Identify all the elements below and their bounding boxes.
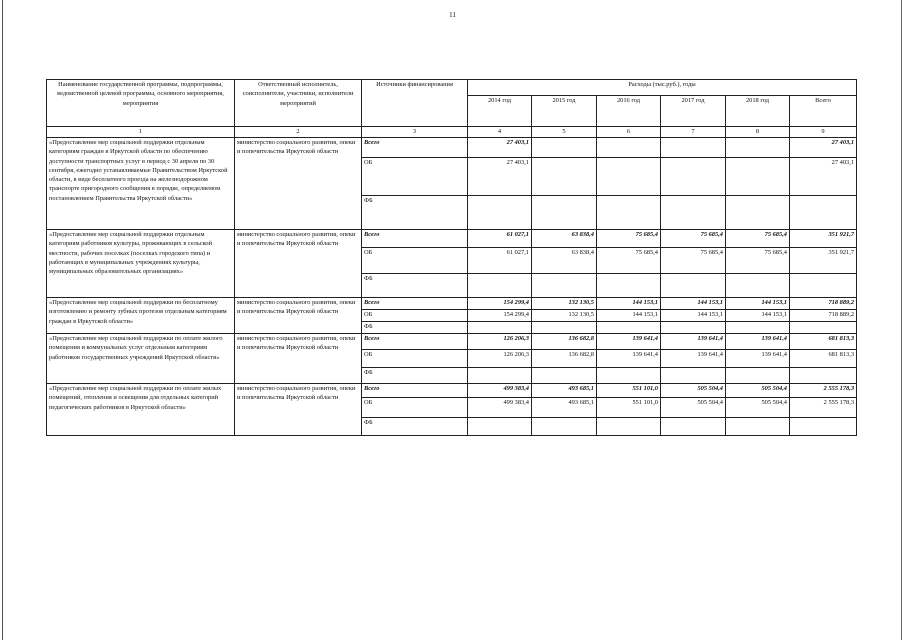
column-number: 5 xyxy=(532,127,597,138)
expense-value xyxy=(726,368,790,384)
expense-value: 75 685,4 xyxy=(726,248,790,274)
expense-value: 132 130,5 xyxy=(532,298,597,310)
expense-value xyxy=(726,138,790,158)
expense-value: 27 403,1 xyxy=(790,138,857,158)
expense-value xyxy=(532,138,597,158)
funding-source: Всего xyxy=(362,230,468,248)
funding-source: ОБ xyxy=(362,248,468,274)
program-executor: министерство социального развития, опеки и попечительства Иркутской области xyxy=(235,138,362,230)
header-sources: Источники финансирования xyxy=(362,80,468,127)
expense-value: 551 101,0 xyxy=(597,398,661,418)
expense-value: 499 383,4 xyxy=(468,398,532,418)
expense-value xyxy=(468,418,532,436)
header-year-2015: 2015 год xyxy=(532,96,597,127)
expense-value xyxy=(790,368,857,384)
funding-source: ОБ xyxy=(362,350,468,368)
scan-edge-right xyxy=(901,0,902,640)
expense-value: 75 685,4 xyxy=(597,248,661,274)
expense-value: 505 504,4 xyxy=(726,398,790,418)
expense-value: 144 153,1 xyxy=(597,298,661,310)
column-number: 1 xyxy=(47,127,235,138)
expense-value: 27 403,1 xyxy=(468,138,532,158)
program-name: «Предоставление мер социальной поддержки отдельным категориям работников культуры, проживающих в сельской местности, рабочих поселках (поселках городского типа) и работающих в муниципальных учреждениях культуры, муниципальных образовательных организациях» xyxy=(47,230,235,298)
expense-value: 75 685,4 xyxy=(726,230,790,248)
expense-value: 144 153,1 xyxy=(661,298,726,310)
expense-value xyxy=(468,274,532,298)
expense-value: 126 206,3 xyxy=(468,350,532,368)
program-name: «Предоставление мер социальной поддержки по бесплатному изготовлению и ремонту зубных протезов отдельным категориям граждан в Иркутской области» xyxy=(47,298,235,334)
expense-value xyxy=(597,418,661,436)
expense-value xyxy=(532,196,597,230)
expense-value: 139 641,4 xyxy=(726,350,790,368)
expense-value xyxy=(726,418,790,436)
expense-value: 144 153,1 xyxy=(661,310,726,322)
expense-value: 681 813,3 xyxy=(790,350,857,368)
funding-source: ФБ xyxy=(362,274,468,298)
expense-value: 136 682,8 xyxy=(532,350,597,368)
expense-value: 144 153,1 xyxy=(726,310,790,322)
header-expenses: Расходы (тыс.руб.), годы xyxy=(468,80,857,96)
expense-value: 144 153,1 xyxy=(597,310,661,322)
expense-value: 718 889,2 xyxy=(790,298,857,310)
column-number: 2 xyxy=(235,127,362,138)
expense-value: 154 299,4 xyxy=(468,310,532,322)
funding-source: ОБ xyxy=(362,310,468,322)
expense-value xyxy=(790,196,857,230)
expense-value: 139 641,4 xyxy=(661,350,726,368)
expense-value xyxy=(597,368,661,384)
expense-value xyxy=(661,138,726,158)
program-executor: министерство социального развития, опеки и попечительства Иркутской области xyxy=(235,230,362,298)
expense-value: 505 504,4 xyxy=(661,384,726,398)
expense-value xyxy=(532,158,597,196)
expense-value xyxy=(790,418,857,436)
expense-value xyxy=(532,368,597,384)
expense-value xyxy=(597,158,661,196)
funding-source: Всего xyxy=(362,334,468,350)
expense-value: 27 403,1 xyxy=(468,158,532,196)
expense-value: 681 813,3 xyxy=(790,334,857,350)
table-row xyxy=(47,384,857,398)
expense-value: 132 130,5 xyxy=(532,310,597,322)
funding-source: ФБ xyxy=(362,196,468,230)
program-name: «Предоставление мер социальной поддержки отдельным категориям граждан в Иркутской области по обеспечению доступности транспортных услуг в период с 30 апреля по 30 сентября, ежегодно устанавливаемые Правительством Иркутской области, в виде бесплатного проезда на железнодорожном транспорте пригородного сообщения в порядке, определяемом постановлением Правительства Иркутской области» xyxy=(47,138,235,230)
expense-value xyxy=(661,158,726,196)
expense-value xyxy=(468,322,532,334)
expense-value xyxy=(532,418,597,436)
funding-source: ОБ xyxy=(362,158,468,196)
expense-value xyxy=(532,274,597,298)
expense-value xyxy=(726,158,790,196)
table-row xyxy=(47,334,857,350)
expense-value: 505 504,4 xyxy=(726,384,790,398)
expense-value xyxy=(468,368,532,384)
expense-value: 139 641,4 xyxy=(726,334,790,350)
column-number-row xyxy=(47,127,857,138)
expense-value: 63 838,4 xyxy=(532,230,597,248)
expense-value: 351 921,7 xyxy=(790,248,857,274)
header-year-2017: 2017 год xyxy=(661,96,726,127)
expense-value: 75 685,4 xyxy=(597,230,661,248)
expense-value xyxy=(597,274,661,298)
funding-source: Всего xyxy=(362,298,468,310)
expense-value xyxy=(790,322,857,334)
expense-value: 27 403,1 xyxy=(790,158,857,196)
expense-value: 61 027,1 xyxy=(468,230,532,248)
expense-value xyxy=(597,196,661,230)
expense-value: 63 838,4 xyxy=(532,248,597,274)
expense-value xyxy=(661,274,726,298)
header-year-2016: 2016 год xyxy=(597,96,661,127)
expense-value xyxy=(726,274,790,298)
program-executor: министерство социального развития, опеки и попечительства Иркутской области xyxy=(235,298,362,334)
expense-value: 493 685,1 xyxy=(532,398,597,418)
expense-value: 505 504,4 xyxy=(661,398,726,418)
expense-value: 2 555 178,3 xyxy=(790,398,857,418)
expense-value xyxy=(726,322,790,334)
funding-source: ФБ xyxy=(362,368,468,384)
program-executor: министерство социального развития, опеки и попечительства Иркутской области xyxy=(235,334,362,384)
column-number: 7 xyxy=(661,127,726,138)
scan-edge-left xyxy=(2,0,3,640)
header-year-2014: 2014 год xyxy=(468,96,532,127)
table-body xyxy=(47,138,857,436)
table-row xyxy=(47,230,857,248)
header-year-2018: 2018 год xyxy=(726,96,790,127)
expense-value xyxy=(790,274,857,298)
budget-table xyxy=(46,79,857,436)
expense-value: 136 682,8 xyxy=(532,334,597,350)
program-name: «Предоставление мер социальной поддержки по оплате жилых помещений, отопления и освещения для отдельных категорий педагогических работников в Иркутской области» xyxy=(47,384,235,436)
expense-value: 75 685,4 xyxy=(661,248,726,274)
expense-value: 139 641,4 xyxy=(597,334,661,350)
column-number: 4 xyxy=(468,127,532,138)
program-name: «Предоставление мер социальной поддержки по оплате жилого помещения и коммунальных услуг отдельным категориям работников государственных учреждений Иркутской области» xyxy=(47,334,235,384)
table-row xyxy=(47,298,857,310)
expense-value xyxy=(532,322,597,334)
expense-value: 75 685,4 xyxy=(661,230,726,248)
funding-source: ФБ xyxy=(362,418,468,436)
funding-source: ОБ xyxy=(362,398,468,418)
expense-value: 551 101,0 xyxy=(597,384,661,398)
expense-value: 493 685,1 xyxy=(532,384,597,398)
expense-value xyxy=(661,418,726,436)
expense-value: 139 641,4 xyxy=(597,350,661,368)
column-number: 9 xyxy=(790,127,857,138)
expense-value xyxy=(726,196,790,230)
funding-source: ФБ xyxy=(362,322,468,334)
expense-value xyxy=(468,196,532,230)
expense-value xyxy=(661,322,726,334)
header-total: Всего xyxy=(790,96,857,127)
header-name: Наименование государственной программы, подпрограммы, ведомственной целевой программы, основного мероприятия, мероприятия xyxy=(47,80,235,127)
expense-value: 154 299,4 xyxy=(468,298,532,310)
column-number: 3 xyxy=(362,127,468,138)
expense-value: 499 383,4 xyxy=(468,384,532,398)
expense-value: 139 641,4 xyxy=(661,334,726,350)
expense-value: 61 027,1 xyxy=(468,248,532,274)
funding-source: Всего xyxy=(362,138,468,158)
table-row xyxy=(47,138,857,158)
expense-value: 144 153,1 xyxy=(726,298,790,310)
expense-value xyxy=(597,138,661,158)
expense-value: 718 889,2 xyxy=(790,310,857,322)
column-number: 6 xyxy=(597,127,661,138)
column-number: 8 xyxy=(726,127,790,138)
expense-value: 351 921,7 xyxy=(790,230,857,248)
expense-value: 126 206,3 xyxy=(468,334,532,350)
program-executor: министерство социального развития, опеки и попечительства Иркутской области xyxy=(235,384,362,436)
funding-source: Всего xyxy=(362,384,468,398)
page-number: 11 xyxy=(449,11,456,19)
expense-value: 2 555 178,3 xyxy=(790,384,857,398)
expense-value xyxy=(597,322,661,334)
expense-value xyxy=(661,196,726,230)
header-executor: Ответственный исполнитель, соисполнители, участники, исполнители мероприятий xyxy=(235,80,362,127)
expense-value xyxy=(661,368,726,384)
